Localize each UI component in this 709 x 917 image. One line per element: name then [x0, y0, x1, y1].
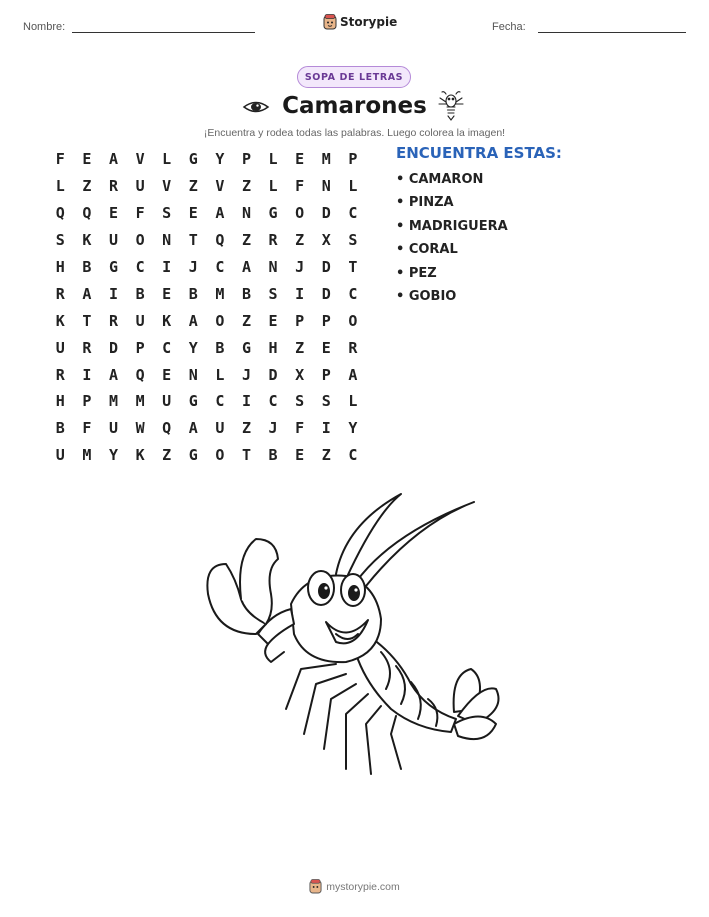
- grid-cell[interactable]: A: [215, 204, 225, 223]
- shrimp-icon: [436, 90, 466, 122]
- grid-cell[interactable]: F: [82, 419, 92, 438]
- word-list-item: • GOBIO: [396, 288, 457, 304]
- grid-cell[interactable]: U: [215, 419, 225, 438]
- grid-cell[interactable]: I: [241, 392, 251, 411]
- grid-cell[interactable]: E: [162, 365, 172, 384]
- grid-cell[interactable]: Q: [162, 419, 172, 438]
- grid-cell[interactable]: Z: [82, 177, 92, 196]
- grid-cell[interactable]: R: [268, 231, 278, 250]
- grid-cell[interactable]: K: [82, 231, 92, 250]
- grid-cell[interactable]: G: [188, 392, 198, 411]
- grid-cell[interactable]: I: [82, 365, 92, 384]
- storypie-logo-icon: [323, 14, 337, 30]
- grid-cell[interactable]: D: [321, 204, 331, 223]
- grid-cell[interactable]: Y: [348, 419, 358, 438]
- grid-cell[interactable]: P: [82, 392, 92, 411]
- grid-cell[interactable]: Z: [241, 231, 251, 250]
- grid-cell[interactable]: Q: [135, 365, 145, 384]
- grid-cell[interactable]: U: [55, 338, 65, 357]
- grid-cell[interactable]: C: [215, 258, 225, 276]
- grid-cell[interactable]: B: [241, 284, 251, 303]
- grid-cell[interactable]: J: [268, 419, 278, 438]
- grid-cell[interactable]: Z: [241, 311, 251, 330]
- grid-cell[interactable]: C: [348, 204, 358, 223]
- grid-cell[interactable]: X: [295, 365, 305, 384]
- instructions: ¡Encuentra y rodea todas las palabras. Luego colorea la imagen!: [203, 127, 506, 139]
- storypie-footer-icon: [309, 879, 322, 894]
- grid-cell[interactable]: P: [348, 150, 358, 169]
- grid-cell[interactable]: V: [135, 150, 145, 169]
- grid-cell[interactable]: F: [135, 204, 145, 223]
- grid-cell[interactable]: I: [295, 284, 305, 303]
- grid-cell[interactable]: A: [241, 258, 251, 276]
- grid-cell[interactable]: N: [268, 258, 278, 276]
- word-search-grid[interactable]: [47, 146, 366, 469]
- activity-badge: SOPA DE LETRAS: [297, 66, 411, 88]
- grid-cell[interactable]: C: [348, 446, 358, 465]
- grid-cell[interactable]: R: [108, 311, 118, 330]
- grid-cell[interactable]: M: [321, 150, 331, 169]
- grid-cell[interactable]: Z: [295, 338, 305, 357]
- grid-cell[interactable]: I: [321, 419, 331, 438]
- grid-cell[interactable]: B: [268, 446, 278, 465]
- grid-cell[interactable]: G: [241, 338, 251, 357]
- grid-cell[interactable]: A: [188, 311, 198, 330]
- grid-cell[interactable]: E: [82, 150, 92, 169]
- grid-cell[interactable]: I: [162, 258, 172, 276]
- grid-cell[interactable]: U: [55, 446, 65, 465]
- grid-cell[interactable]: B: [188, 284, 198, 303]
- grid-cell[interactable]: P: [295, 311, 305, 330]
- grid-cell[interactable]: C: [215, 392, 225, 411]
- grid-cell[interactable]: S: [321, 392, 331, 411]
- date-label: Fecha:: [492, 21, 526, 33]
- grid-cell[interactable]: F: [295, 177, 305, 196]
- grid-cell[interactable]: J: [295, 258, 305, 276]
- grid-cell[interactable]: R: [108, 177, 118, 196]
- grid-cell[interactable]: T: [188, 231, 198, 250]
- grid-cell[interactable]: O: [215, 446, 225, 465]
- grid-cell[interactable]: Z: [188, 177, 198, 196]
- grid-cell[interactable]: E: [268, 311, 278, 330]
- name-label: Nombre:: [23, 21, 66, 33]
- grid-cell[interactable]: T: [82, 311, 92, 330]
- grid-cell[interactable]: R: [55, 365, 65, 384]
- grid-cell[interactable]: S: [295, 392, 305, 411]
- grid-cell[interactable]: L: [348, 177, 358, 196]
- grid-cell[interactable]: M: [82, 446, 92, 465]
- grid-cell[interactable]: A: [188, 419, 198, 438]
- grid-cell[interactable]: P: [321, 311, 331, 330]
- grid-cell[interactable]: S: [55, 231, 65, 250]
- grid-cell[interactable]: C: [268, 392, 278, 411]
- grid-cell[interactable]: N: [188, 365, 198, 384]
- grid-cell[interactable]: L: [215, 365, 225, 384]
- grid-cell[interactable]: U: [135, 177, 145, 196]
- grid-cell[interactable]: E: [321, 338, 331, 357]
- grid-cell[interactable]: D: [268, 365, 278, 384]
- grid-cell[interactable]: Q: [215, 231, 225, 250]
- grid-cell[interactable]: F: [295, 419, 305, 438]
- grid-cell[interactable]: L: [162, 150, 172, 169]
- grid-cell[interactable]: C: [135, 258, 145, 276]
- grid-cell[interactable]: C: [348, 284, 358, 303]
- grid-cell[interactable]: E: [188, 204, 198, 223]
- word-list-item: • PEZ: [396, 265, 437, 281]
- brand-name: Storypie: [340, 15, 398, 29]
- grid-cell[interactable]: U: [135, 311, 145, 330]
- grid-cell[interactable]: H: [55, 392, 65, 411]
- grid-cell[interactable]: I: [108, 284, 118, 303]
- word-list-item: • CORAL: [396, 242, 458, 258]
- grid-cell[interactable]: H: [268, 338, 278, 357]
- grid-cell[interactable]: Z: [241, 177, 251, 196]
- footer-site[interactable]: mystorypie.com: [326, 880, 400, 893]
- grid-cell[interactable]: Y: [215, 150, 225, 169]
- grid-cell[interactable]: G: [268, 204, 278, 223]
- word-list-item: • MADRIGUERA: [396, 218, 508, 234]
- grid-cell[interactable]: O: [135, 231, 145, 250]
- shrimp-illustration[interactable]: [196, 484, 516, 784]
- grid-cell[interactable]: O: [295, 204, 305, 223]
- grid-cell[interactable]: F: [55, 150, 65, 169]
- grid-cell[interactable]: M: [135, 392, 145, 411]
- grid-cell[interactable]: U: [108, 419, 118, 438]
- word-list-title: ENCUENTRA ESTAS:: [396, 144, 562, 162]
- grid-cell[interactable]: E: [295, 150, 305, 169]
- grid-cell[interactable]: V: [162, 177, 172, 196]
- grid-cell[interactable]: L: [268, 150, 278, 169]
- grid-cell[interactable]: E: [108, 204, 118, 223]
- grid-cell[interactable]: U: [162, 392, 172, 411]
- grid-cell[interactable]: R: [55, 284, 65, 303]
- grid-cell[interactable]: X: [321, 231, 331, 250]
- grid-cell[interactable]: Z: [241, 419, 251, 438]
- grid-cell[interactable]: G: [188, 446, 198, 465]
- grid-cell[interactable]: U: [108, 231, 118, 250]
- date-line[interactable]: [538, 32, 686, 33]
- grid-cell[interactable]: P: [241, 150, 251, 169]
- grid-cell[interactable]: A: [108, 150, 118, 169]
- grid-cell[interactable]: L: [348, 392, 358, 411]
- grid-cell[interactable]: C: [162, 338, 172, 357]
- grid-cell[interactable]: N: [162, 231, 172, 250]
- grid-cell[interactable]: E: [162, 284, 172, 303]
- grid-cell[interactable]: M: [215, 284, 225, 303]
- grid-cell[interactable]: M: [108, 392, 118, 411]
- grid-cell[interactable]: J: [188, 258, 198, 276]
- grid-cell[interactable]: O: [348, 311, 358, 330]
- word-list-item: • CAMARON: [396, 172, 484, 187]
- grid-cell[interactable]: G: [188, 150, 198, 169]
- grid-cell[interactable]: B: [55, 419, 65, 438]
- grid-cell[interactable]: D: [321, 258, 331, 276]
- grid-cell[interactable]: V: [215, 177, 225, 196]
- grid-cell[interactable]: A: [348, 365, 358, 384]
- grid-cell[interactable]: D: [321, 284, 331, 303]
- grid-cell[interactable]: T: [241, 446, 251, 465]
- word-list-item: • PINZA: [396, 195, 454, 211]
- grid-cell[interactable]: L: [55, 177, 65, 196]
- grid-cell[interactable]: B: [135, 284, 145, 303]
- grid-cell[interactable]: A: [82, 284, 92, 303]
- grid-cell[interactable]: K: [55, 311, 65, 330]
- grid-cell[interactable]: Z: [321, 446, 331, 465]
- grid-cell[interactable]: G: [108, 258, 118, 276]
- grid-cell[interactable]: N: [321, 177, 331, 196]
- grid-cell[interactable]: Y: [108, 446, 118, 465]
- grid-cell[interactable]: K: [135, 446, 145, 465]
- grid-cell[interactable]: A: [108, 365, 118, 384]
- grid-cell[interactable]: Q: [55, 204, 65, 223]
- grid-cell[interactable]: S: [348, 231, 358, 250]
- grid-cell[interactable]: E: [295, 446, 305, 465]
- footer: [0, 879, 709, 894]
- grid-cell[interactable]: J: [241, 365, 251, 384]
- grid-cell[interactable]: Y: [188, 338, 198, 357]
- grid-cell[interactable]: Q: [82, 204, 92, 223]
- grid-cell[interactable]: H: [55, 258, 65, 276]
- grid-cell[interactable]: B: [82, 258, 92, 276]
- grid-cell[interactable]: N: [241, 204, 251, 223]
- grid-cell[interactable]: O: [215, 311, 225, 330]
- grid-cell[interactable]: D: [108, 338, 118, 357]
- grid-cell[interactable]: K: [162, 311, 172, 330]
- word-list: [396, 170, 508, 310]
- page-title: Camarones: [282, 93, 427, 119]
- grid-cell[interactable]: S: [268, 284, 278, 303]
- grid-cell[interactable]: R: [82, 338, 92, 357]
- grid-cell[interactable]: S: [162, 204, 172, 223]
- grid-cell[interactable]: L: [268, 177, 278, 196]
- grid-cell[interactable]: B: [215, 338, 225, 357]
- grid-cell[interactable]: Z: [162, 446, 172, 465]
- grid-cell[interactable]: T: [348, 258, 358, 276]
- grid-cell[interactable]: Z: [295, 231, 305, 250]
- grid-cell[interactable]: P: [321, 365, 331, 384]
- grid-cell[interactable]: P: [135, 338, 145, 357]
- storypie-logo: [323, 14, 397, 30]
- grid-cell[interactable]: W: [135, 419, 145, 438]
- grid-cell[interactable]: R: [348, 338, 358, 357]
- name-line[interactable]: [72, 32, 255, 33]
